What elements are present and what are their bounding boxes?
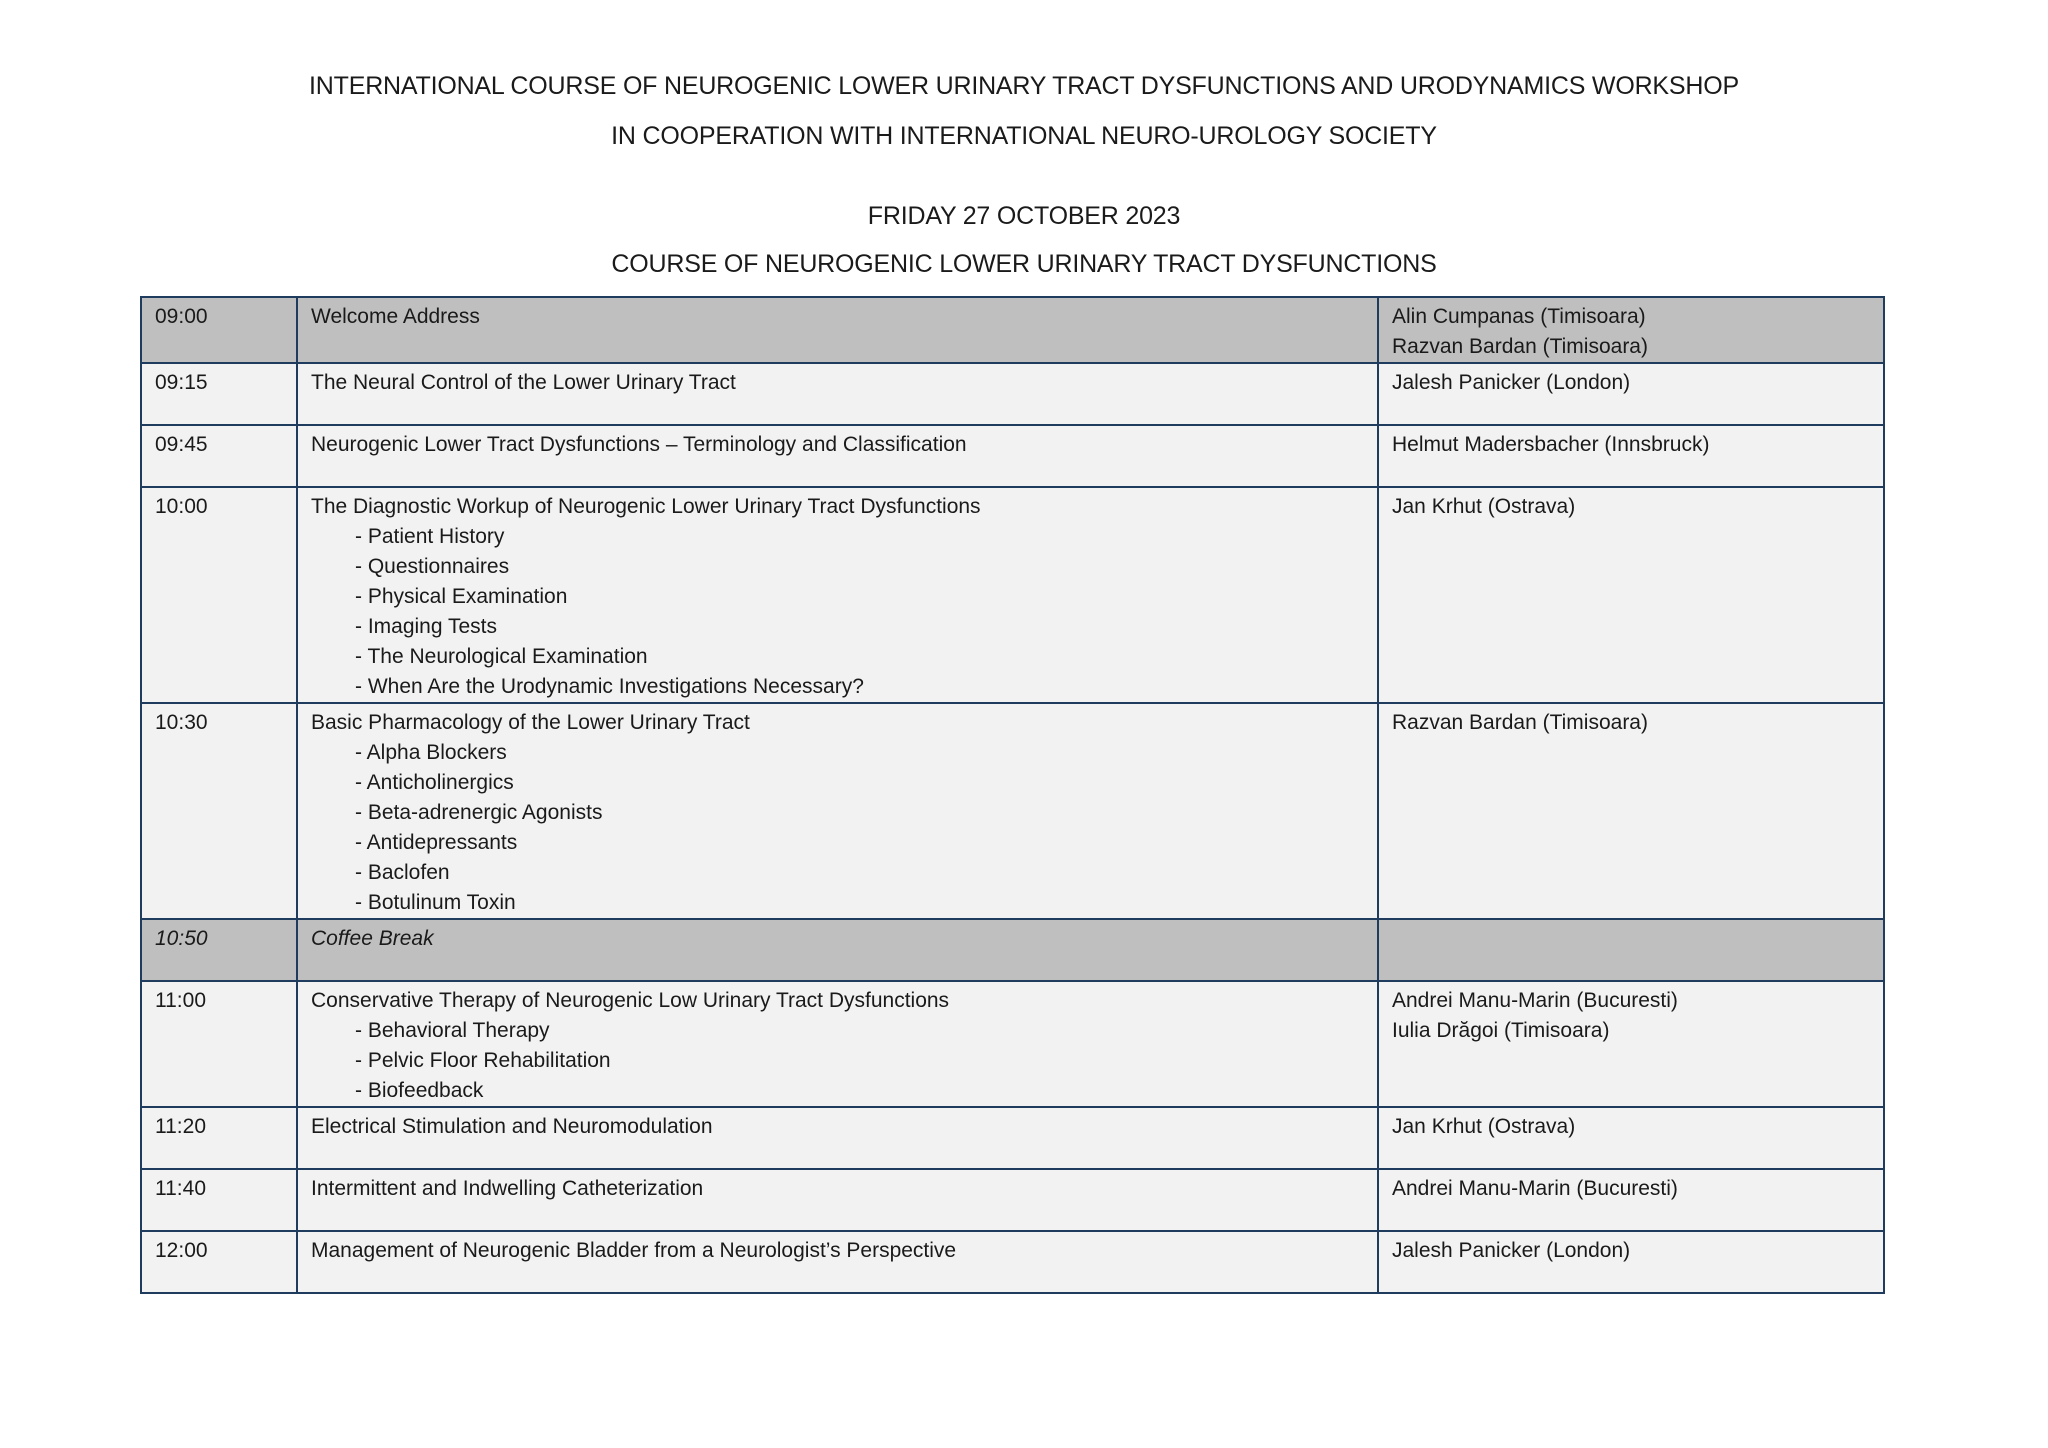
session-topic-cell <box>297 1169 1378 1231</box>
speaker-name: Jan Krhut (Ostrava) <box>1392 495 1576 518</box>
session-topic: Coffee Break <box>311 927 434 950</box>
session-time: 11:00 <box>141 981 297 1107</box>
session-topic-cell <box>297 1107 1378 1169</box>
session-topic: Conservative Therapy of Neurogenic Low Urinary Tract Dysfunctions <box>311 989 950 1012</box>
session-topic: Management of Neurogenic Bladder from a Neurologist’s Perspective <box>311 1239 957 1262</box>
session-speakers-cell <box>1378 297 1884 363</box>
session-subtopic: - Anticholinergics <box>355 771 514 794</box>
schedule-row <box>141 1107 1884 1169</box>
session-topic: Intermittent and Indwelling Catheterization <box>311 1177 704 1200</box>
speaker-name: Helmut Madersbacher (Innsbruck) <box>1392 433 1710 456</box>
schedule-row <box>141 425 1884 487</box>
session-speakers-cell <box>1378 919 1884 981</box>
session-topic: Welcome Address <box>311 305 480 328</box>
speaker-name: Jan Krhut (Ostrava) <box>1392 1115 1576 1138</box>
document-subtitle: IN COOPERATION WITH INTERNATIONAL NEURO-UROLOGY SOCIETY <box>611 122 1437 150</box>
session-speakers-cell <box>1378 703 1884 919</box>
schedule-row <box>141 363 1884 425</box>
session-subtopic: - Patient History <box>355 525 505 548</box>
schedule-table <box>140 296 1885 1294</box>
session-time: 11:40 <box>141 1169 297 1231</box>
schedule-row <box>141 919 1884 981</box>
session-subtopic: - Antidepressants <box>355 831 518 854</box>
session-topic-cell <box>297 487 1378 703</box>
speaker-name: Jalesh Panicker (London) <box>1392 1239 1631 1262</box>
session-time: 10:00 <box>141 487 297 703</box>
session-time: 09:45 <box>141 425 297 487</box>
session-speakers-cell <box>1378 487 1884 703</box>
session-subtopic: - The Neurological Examination <box>355 645 648 668</box>
schedule-row <box>141 1169 1884 1231</box>
session-subtopic: - Alpha Blockers <box>355 741 507 764</box>
schedule-row <box>141 487 1884 703</box>
speaker-name: Razvan Bardan (Timisoara) <box>1392 335 1648 358</box>
session-topic-cell <box>297 297 1378 363</box>
schedule-row <box>141 703 1884 919</box>
speaker-name: Andrei Manu-Marin (Bucuresti) <box>1392 1177 1678 1200</box>
session-subtopic: - Baclofen <box>355 861 450 884</box>
course-title: COURSE OF NEUROGENIC LOWER URINARY TRACT DYSFUNCTIONS <box>611 250 1437 278</box>
session-subtopic: - Pelvic Floor Rehabilitation <box>355 1049 611 1072</box>
session-topic-cell <box>297 1231 1378 1293</box>
session-time: 09:15 <box>141 363 297 425</box>
session-speakers-cell <box>1378 1107 1884 1169</box>
speaker-name: Alin Cumpanas (Timisoara) <box>1392 305 1646 328</box>
session-topic-cell <box>297 363 1378 425</box>
session-speakers-cell <box>1378 981 1884 1107</box>
speaker-name: Iulia Drăgoi (Timisoara) <box>1392 1019 1610 1042</box>
speaker-name: Andrei Manu-Marin (Bucuresti) <box>1392 989 1678 1012</box>
session-topic: The Diagnostic Workup of Neurogenic Lower Urinary Tract Dysfunctions <box>311 495 981 518</box>
session-topic: Electrical Stimulation and Neuromodulation <box>311 1115 713 1138</box>
session-speakers-cell <box>1378 363 1884 425</box>
session-speakers-cell <box>1378 1169 1884 1231</box>
session-subtopic: - Physical Examination <box>355 585 568 608</box>
schedule-body <box>141 297 1884 1293</box>
session-subtopic: - Questionnaires <box>355 555 510 578</box>
session-topic-cell <box>297 703 1378 919</box>
session-topic: Basic Pharmacology of the Lower Urinary Tract <box>311 711 750 734</box>
speaker-name: Jalesh Panicker (London) <box>1392 371 1631 394</box>
session-topic-cell <box>297 981 1378 1107</box>
session-topic-cell <box>297 425 1378 487</box>
session-subtopic: - Imaging Tests <box>355 615 498 638</box>
session-time: 10:50 <box>141 919 297 981</box>
session-topic-cell <box>297 919 1378 981</box>
session-topic: Neurogenic Lower Tract Dysfunctions – Terminology and Classification <box>311 433 967 456</box>
session-time: 12:00 <box>141 1231 297 1293</box>
schedule-row <box>141 1231 1884 1293</box>
session-time: 11:20 <box>141 1107 297 1169</box>
session-subtopic: - Botulinum Toxin <box>355 891 516 914</box>
session-time: 10:30 <box>141 703 297 919</box>
session-topic: The Neural Control of the Lower Urinary Tract <box>311 371 736 394</box>
session-time: 09:00 <box>141 297 297 363</box>
session-subtopic: - Beta-adrenergic Agonists <box>355 801 603 824</box>
speaker-name: Razvan Bardan (Timisoara) <box>1392 711 1648 734</box>
session-speakers-cell <box>1378 1231 1884 1293</box>
session-subtopic: - Biofeedback <box>355 1079 484 1102</box>
session-speakers-cell <box>1378 425 1884 487</box>
document-title: INTERNATIONAL COURSE OF NEUROGENIC LOWER URINARY TRACT DYSFUNCTIONS AND URODYNAMICS WORKSHOP <box>309 72 1739 100</box>
schedule-row <box>141 297 1884 363</box>
schedule-date: FRIDAY 27 OCTOBER 2023 <box>867 202 1181 230</box>
schedule-row <box>141 981 1884 1107</box>
session-subtopic: - Behavioral Therapy <box>355 1019 550 1042</box>
session-subtopic: - When Are the Urodynamic Investigations Necessary? <box>355 675 864 698</box>
